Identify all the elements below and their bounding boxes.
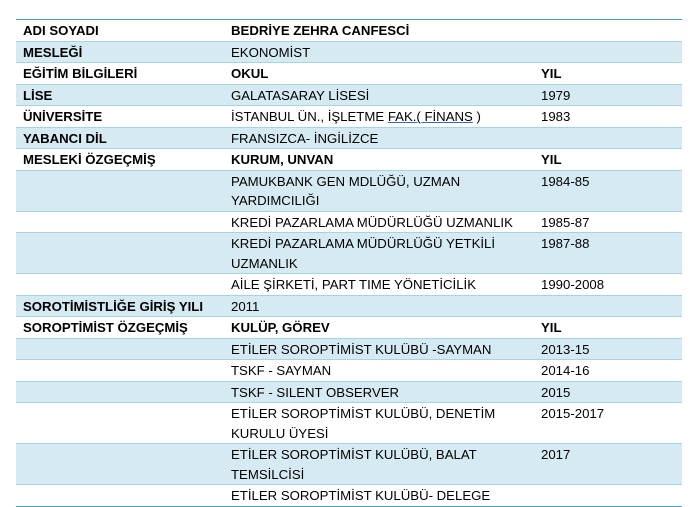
row-name [16,20,682,42]
year-soroptimist-4: 2015-2017 [541,406,605,421]
label-career: MESLEKİ ÖZGEÇMİŞ [23,152,156,167]
label-profession: MESLEĞİ [16,41,224,63]
value-career-1: PAMUKBANK GEN MDLÜĞÜ, UZMAN YARDIMCILIĞI [224,170,534,211]
label-soroptimist-2 [16,360,224,382]
row-soroptimist-1 [16,338,682,360]
header-soroptimist-year: YIL [541,320,562,335]
header-institution: KURUM, UNVAN [231,152,334,167]
year-soroptimist-6 [534,485,682,507]
faculty-link[interactable]: FAK.( FİNANS [387,109,473,124]
header-club-role: KULÜP, GÖREV [231,320,330,335]
row-soroptimist-6 [16,485,682,507]
header-year: YIL [541,66,562,81]
row-career-2 [16,211,682,233]
row-profession [16,41,682,63]
value-career-3: KREDİ PAZARLAMA MÜDÜRLÜĞÜ YETKİLİ UZMANLIK [224,233,534,274]
year-profession [534,41,682,63]
value-high-school: GALATASARAY LİSESİ [224,84,534,106]
value-name: BEDRİYE ZEHRA CANFESCİ [231,23,410,38]
label-university: ÜNİVERSİTE [23,109,103,124]
row-language [16,127,682,149]
year-career-3: 1987-88 [534,233,682,274]
label-name: ADI SOYADI [23,23,99,38]
university-name: İSTANBUL ÜN., İŞLETME [231,109,388,124]
year-language [534,127,682,149]
row-soroptimist-header [16,317,682,339]
label-education: EĞİTİM BİLGİLERİ [23,66,138,81]
year-soroptimist-1: 2013-15 [534,338,682,360]
row-high-school [16,84,682,106]
row-career-3 [16,233,682,274]
label-soroptimist-4 [16,403,224,444]
label-career-2 [16,211,224,233]
value-soroptimist-6: ETİLER SOROPTİMİST KULÜBÜ- DELEGE [231,488,491,503]
year-university: 1983 [541,109,571,124]
row-join-year [16,295,682,317]
value-career-2: KREDİ PAZARLAMA MÜDÜRLÜĞÜ UZMANLIK [231,214,513,230]
year-career-1: 1984-85 [534,170,682,211]
header-career-year: YIL [541,152,562,167]
label-career-3 [16,233,224,274]
value-soroptimist-2: TSKF - SAYMAN [231,363,332,378]
value-profession: EKONOMİST [224,41,534,63]
year-name [534,20,682,42]
label-soroptimist-3 [16,381,224,403]
value-soroptimist-1: ETİLER SOROPTİMİST KULÜBÜ -SAYMAN [224,338,534,360]
year-career-2: 1985-87 [541,214,590,230]
label-soroptimist-5 [16,444,224,485]
row-soroptimist-5 [16,444,682,485]
row-soroptimist-3 [16,381,682,403]
value-language: FRANSIZCA- İNGİLİZCE [224,127,534,149]
value-career-4: AİLE ŞİRKETİ, PART TIME YÖNETİCİLİK [231,277,477,292]
value-university [224,106,534,128]
label-soroptimist: SOROPTİMİST ÖZGEÇMİŞ [23,320,188,335]
row-university [16,106,682,128]
label-join-year: SOROTİMİSTLİĞE GİRİŞ YILI [16,295,224,317]
row-soroptimist-2 [16,360,682,382]
row-career-header [16,149,682,171]
cv-table [16,19,682,507]
label-high-school: LİSE [16,84,224,106]
year-high-school: 1979 [534,84,682,106]
value-join-year: 2011 [224,295,534,317]
value-soroptimist-4: ETİLER SOROPTİMİST KULÜBÜ, DENETİM KURULU ÜYESİ [231,406,496,441]
year-join-year [534,295,682,317]
label-language: YABANCI DİL [16,127,224,149]
value-soroptimist-3: TSKF - SILENT OBSERVER [224,381,534,403]
year-soroptimist-2: 2014-16 [541,363,590,378]
label-soroptimist-1 [16,338,224,360]
row-education-header [16,63,682,85]
university-suffix: ) [472,109,481,124]
year-career-4: 1990-2008 [541,277,605,292]
year-soroptimist-5: 2017 [534,444,682,485]
header-school: OKUL [231,66,269,81]
label-soroptimist-6 [16,485,224,507]
row-career-4 [16,274,682,296]
label-career-4 [16,274,224,296]
row-career-1 [16,170,682,211]
value-soroptimist-5: ETİLER SOROPTİMİST KULÜBÜ, BALAT TEMSİLCİSİ [224,444,534,485]
row-soroptimist-4 [16,403,682,444]
year-soroptimist-3: 2015 [534,381,682,403]
label-career-1 [16,170,224,211]
